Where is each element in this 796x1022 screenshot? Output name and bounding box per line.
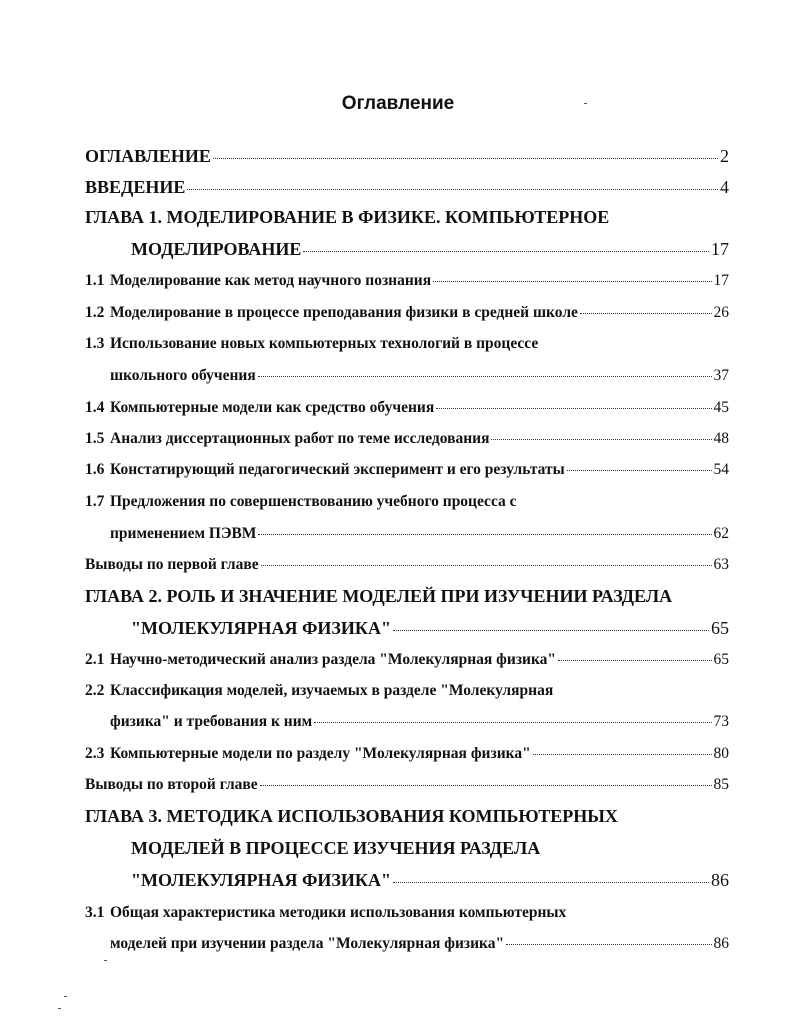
dot-leader [213,158,718,159]
dot-leader [491,439,711,440]
entry-label-line1: Общая характеристика методики использования компьютерных [110,904,567,921]
entry-page: 86 [711,870,729,890]
entry-label-line2: физика" и требования к ним [110,713,313,730]
entry-label: Констатирующий педагогический эксперимент и его результаты [110,461,565,478]
entry-page: 65 [713,651,729,668]
entry-number: 1.5 [85,430,105,447]
dot-leader [314,722,711,723]
entry-label-line2: применением ПЭВМ [110,525,257,542]
dot-leader [433,281,711,282]
entry-page: 17 [711,239,729,259]
toc-title: Оглавление [341,93,455,114]
dot-leader [258,534,711,535]
entry-number: 1.7 [85,493,105,510]
dot-leader [303,251,709,252]
dot-leader [258,376,712,377]
entry-label-line1: ГЛАВА 2. РОЛЬ И ЗНАЧЕНИЕ МОДЕЛЕЙ ПРИ ИЗУЧЕНИИ РАЗДЕЛА [85,586,673,606]
entry-label: Анализ диссертационных работ по теме исследования [110,430,490,447]
dot-leader [558,660,711,661]
entry-label: Выводы по первой главе [85,556,259,573]
entry-page: 73 [713,713,729,730]
entry-number: 2.2 [85,682,105,699]
scan-speck [584,103,587,104]
entry-label: Выводы по второй главе [85,776,258,793]
entry-number: 1.4 [85,399,105,416]
dot-leader [261,565,712,566]
dot-leader [506,944,711,945]
entry-label: Моделирование как метод научного познания [110,272,432,289]
entry-number: 1.3 [85,335,105,352]
entry-page: 2 [720,146,729,166]
entry-page: 4 [720,177,729,197]
dot-leader [436,408,711,409]
entry-page: 37 [713,367,729,384]
dot-leader [567,470,712,471]
entry-label: Компьютерные модели по разделу "Молекулярная физика" [110,745,531,762]
dot-leader [393,630,709,631]
entry-page: 62 [713,525,729,542]
entry-page: 86 [713,935,729,952]
entry-number: 2.1 [85,651,105,668]
entry-label-line2: школьного обучения [110,367,256,384]
entry-label: ВВЕДЕНИЕ [85,177,186,197]
entry-label-line1: Предложения по совершенствованию учебного процесса с [110,493,517,510]
entry-page: 65 [711,618,729,638]
entry-label-line2: моделей при изучении раздела "Молекулярная физика" [110,935,505,952]
entry-label-line3: "МОЛЕКУЛЯРНАЯ ФИЗИКА" [131,870,391,890]
scan-speck [64,996,67,997]
dot-leader [580,313,712,314]
entry-page: 63 [713,556,729,573]
entry-label-line2: МОДЕЛИРОВАНИЕ [131,239,302,259]
entry-number: 1.6 [85,461,105,478]
dot-leader [393,882,709,883]
entry-label: ОГЛАВЛЕНИЕ [85,146,211,166]
entry-label: Моделирование в процессе преподавания физики в средней школе [110,304,578,321]
entry-number: 1.1 [85,272,105,289]
entry-label-line2: МОДЕЛЕЙ В ПРОЦЕССЕ ИЗУЧЕНИЯ РАЗДЕЛА [131,838,541,858]
entry-page: 45 [713,399,729,416]
entry-label-line1: ГЛАВА 3. МЕТОДИКА ИСПОЛЬЗОВАНИЯ КОМПЬЮТЕРНЫХ [85,806,618,826]
dot-leader [187,189,718,190]
entry-page: 48 [713,430,729,447]
entry-number: 3.1 [85,904,105,921]
entry-label: Научно-методический анализ раздела "Молекулярная физика" [110,651,557,668]
entry-page: 54 [713,461,729,478]
entry-label: Компьютерные модели как средство обучения [110,399,435,416]
scan-speck [58,1008,61,1009]
entry-page: 85 [713,776,729,793]
entry-page: 80 [713,745,729,762]
entry-number: 1.2 [85,304,105,321]
entry-label-line1: Классификация моделей, изучаемых в разделе "Молекулярная [110,682,554,699]
entry-page: 26 [713,304,729,321]
entry-label-line2: "МОЛЕКУЛЯРНАЯ ФИЗИКА" [131,618,391,638]
dot-leader [260,785,712,786]
entry-label-line1: ГЛАВА 1. МОДЕЛИРОВАНИЕ В ФИЗИКЕ. КОМПЬЮТЕРНОЕ [85,207,610,227]
entry-label-line1: Использование новых компьютерных технологий в процессе [110,335,539,352]
entry-page: 17 [713,272,729,289]
entry-number: 2.3 [85,745,105,762]
scan-speck [104,960,107,961]
dot-leader [533,754,712,755]
